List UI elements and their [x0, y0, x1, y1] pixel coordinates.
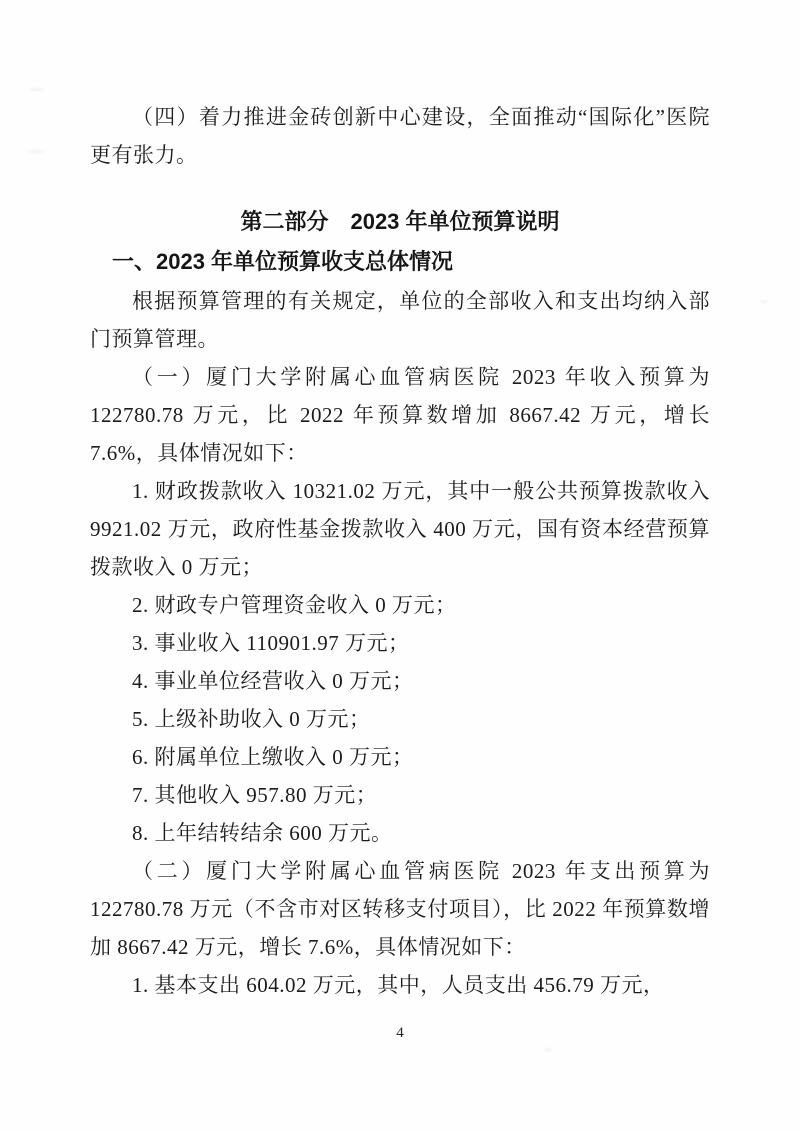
page-number: 4	[396, 1025, 404, 1041]
scan-artifact	[30, 88, 44, 91]
income-item-7: 7. 其他收入 957.80 万元；	[132, 783, 378, 807]
income-summary-paragraph: （一）厦门大学附属心血管病医院 2023 年收入预算为 122780.78 万元，比 2022 年预算数增加 8667.42 万元，增长 7.6%，具体情况如下：	[90, 365, 710, 465]
income-item-6: 6. 附属单位上缴收入 0 万元；	[132, 745, 414, 769]
scan-artifact	[545, 1048, 551, 1052]
income-item-2: 2. 财政专户管理资金收入 0 万元；	[132, 593, 457, 617]
income-item-3: 3. 事业收入 110901.97 万元；	[132, 631, 410, 655]
scan-artifact	[760, 300, 768, 303]
expense-item-1: 1. 基本支出 604.02 万元，其中，人员支出 456.79 万元，	[132, 973, 665, 997]
document-content	[90, 98, 710, 1004]
page-footer	[0, 1024, 800, 1042]
income-item-5: 5. 上级补助收入 0 万元；	[132, 707, 371, 731]
expense-summary-paragraph: （二）厦门大学附属心血管病医院 2023 年支出预算为 122780.78 万元（不含市对区转移支付项目），比 2022 年预算数增加 8667.42 万元，增长 7.6%，具体情况如下：	[90, 859, 710, 959]
intro-paragraph: 根据预算管理的有关规定，单位的全部收入和支出均纳入部门预算管理。	[90, 289, 710, 351]
income-item-1: 1. 财政拨款收入 10321.02 万元，其中一般公共预算拨款收入 9921.02 万元，政府性基金拨款收入 400 万元，国有资本经营预算拨款收入 0 万元；	[90, 479, 710, 579]
part2-title: 第二部分 2023 年单位预算说明	[240, 209, 560, 234]
closing-paragraph: （四）着力推进金砖创新中心建设，全面推动“国际化”医院更有张力。	[90, 105, 710, 167]
income-item-4: 4. 事业单位经营收入 0 万元；	[132, 669, 414, 693]
income-item-8: 8. 上年结转结余 600 万元。	[132, 821, 393, 845]
scan-artifact	[28, 150, 44, 153]
section1-title: 一、2023 年单位预算收支总体情况	[112, 249, 454, 274]
